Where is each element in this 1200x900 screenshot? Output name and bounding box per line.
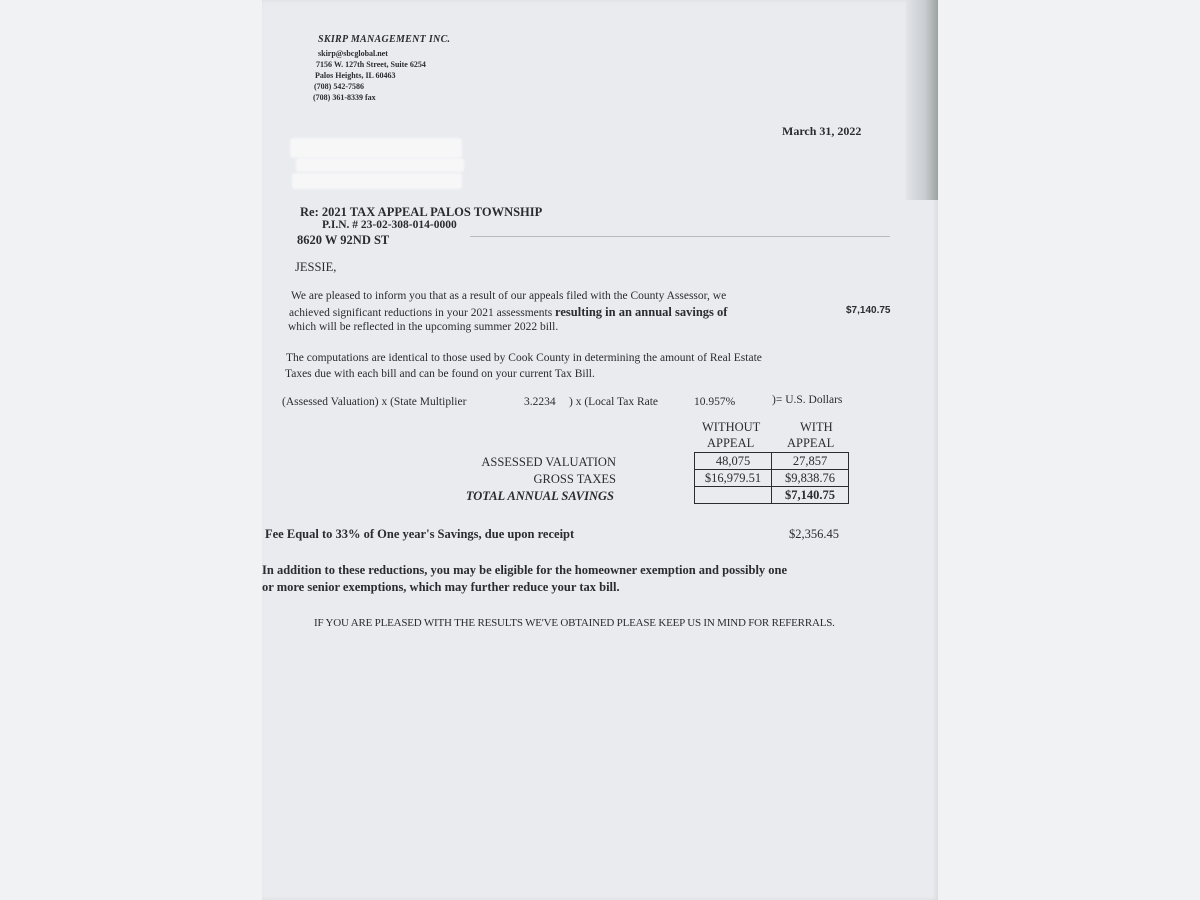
state-multiplier: 3.2234 (524, 396, 556, 408)
company-phone: (708) 542-7586 (314, 82, 364, 91)
gross-with: $9,838.76 (772, 470, 849, 487)
local-tax-rate: 10.957% (694, 396, 736, 408)
body2-line2: Taxes due with each bill and can be found on your current Tax Bill. (285, 368, 595, 380)
row-label-gross: GROSS TAXES (533, 472, 616, 486)
redacted-city (292, 173, 462, 189)
re-line: Re: 2021 TAX APPEAL PALOS TOWNSHIP (300, 205, 543, 219)
fee-label: Fee Equal to 33% of One year's Savings, due upon receipt (265, 527, 575, 541)
salutation: JESSIE, (295, 260, 337, 274)
assessed-with: 27,857 (772, 453, 849, 470)
formula-part2: ) x (Local Tax Rate (569, 396, 659, 408)
addition-line2: or more senior exemptions, which may further reduce your tax bill. (262, 580, 620, 594)
table-row (695, 453, 849, 470)
company-email: skirp@sbcglobal.net (318, 49, 388, 58)
redacted-name (290, 138, 462, 158)
fold-line (470, 236, 890, 237)
formula-part3: )= U.S. Dollars (772, 394, 843, 406)
savings-with: $7,140.75 (772, 487, 849, 504)
company-street: 7156 W. 127th Street, Suite 6254 (316, 60, 426, 69)
company-fax: (708) 361-8339 fax (313, 93, 376, 102)
letter-date: March 31, 2022 (782, 124, 862, 138)
appeal-table (694, 452, 849, 504)
assessed-without: 48,075 (695, 453, 772, 470)
body1-line2-bold: resulting in an annual savings of (555, 305, 728, 319)
background-edge (906, 0, 938, 200)
body2-line1: The computations are identical to those used by Cook County in determining the amount of Real Estate (286, 352, 762, 364)
without-header-2: APPEAL (707, 436, 755, 450)
formula-part1: (Assessed Valuation) x (State Multiplier (282, 396, 467, 408)
fee-amount: $2,356.45 (789, 527, 839, 541)
referral-note: IF YOU ARE PLEASED WITH THE RESULTS WE'VE OBTAINED PLEASE KEEP US IN MIND FOR REFERRALS. (314, 617, 835, 629)
body1-line2 (289, 305, 727, 320)
table-row (695, 470, 849, 487)
with-header-1: WITH (800, 420, 833, 434)
pin-line: P.I.N. # 23-02-308-014-0000 (322, 219, 457, 231)
table-row (695, 487, 849, 504)
with-header-2: APPEAL (787, 436, 835, 450)
property-address: 8620 W 92ND ST (297, 233, 390, 247)
redacted-street (296, 158, 464, 172)
gross-without: $16,979.51 (695, 470, 772, 487)
savings-amount: $7,140.75 (846, 305, 891, 316)
row-label-assessed: ASSESSED VALUATION (481, 455, 616, 469)
body1-line2-start: achieved significant reductions in your 2021 assessments (289, 307, 553, 319)
company-city: Palos Heights, IL 60463 (315, 71, 396, 80)
without-header-1: WITHOUT (702, 420, 761, 434)
body1-line3: which will be reflected in the upcoming summer 2022 bill. (288, 321, 559, 333)
row-label-savings: TOTAL ANNUAL SAVINGS (465, 489, 614, 503)
company-name: SKIRP MANAGEMENT INC. (318, 34, 451, 45)
body1-line1: We are pleased to inform you that as a result of our appeals filed with the County Assessor, we (291, 290, 727, 302)
addition-line1: In addition to these reductions, you may be eligible for the homeowner exemption and possibly one (262, 563, 788, 577)
savings-without (695, 487, 772, 504)
